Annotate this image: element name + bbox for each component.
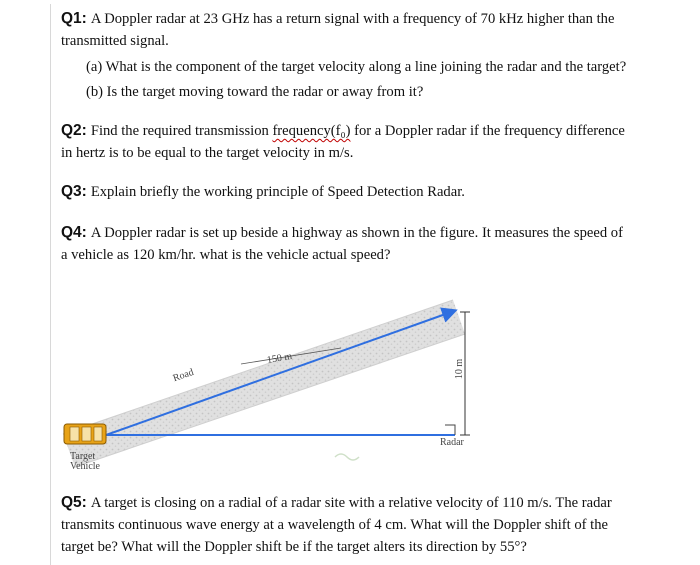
document-page xyxy=(50,4,700,565)
road-surface xyxy=(63,300,465,467)
road-edge-top xyxy=(63,300,453,434)
target-label: Target xyxy=(70,451,96,462)
distance-label: 150 m xyxy=(266,350,293,367)
watermark-mark xyxy=(335,454,359,460)
question-2-number: Q2: xyxy=(61,122,87,139)
question-2-text-line2: in hertz is to be equal to the target velocity in m/s. xyxy=(61,145,354,161)
question-3 xyxy=(61,181,691,203)
question-3-number: Q3: xyxy=(61,183,87,200)
question-1-number: Q1: xyxy=(61,10,87,27)
question-4-text-line2: a vehicle as 120 km/hr. what is the vehicle actual speed? xyxy=(61,247,391,263)
question-2 xyxy=(61,120,691,164)
question-1-part-a: (a) What is the component of the target velocity along a line joining the radar and the target? xyxy=(86,59,627,75)
target-vehicle-icon xyxy=(64,424,106,444)
question-1 xyxy=(61,8,691,52)
road-label: Road xyxy=(171,366,196,385)
question-1-part-b: (b) Is the target moving toward the radar or away from it? xyxy=(86,84,424,100)
question-5-number: Q5: xyxy=(61,494,87,511)
radar-label: Radar xyxy=(440,437,464,448)
question-2-frequency-term: frequency(f₀) xyxy=(272,123,351,139)
question-5-text-line1: A target is closing on a radial of a radar site with a relative velocity of 110 m/s. The radar xyxy=(90,495,612,511)
question-1-text-line2: transmitted signal. xyxy=(61,33,169,49)
line-of-sight-line xyxy=(106,311,454,435)
question-2-text-post: for a Doppler radar if the frequency difference xyxy=(350,123,625,139)
question-2-text-pre: Find the required transmission xyxy=(90,123,273,139)
question-4-text-line1: A Doppler radar is set up beside a highway as shown in the figure. It measures the speed of xyxy=(90,225,623,241)
figure-drawing xyxy=(51,262,700,480)
vehicle-label: Vehicle xyxy=(70,461,100,472)
question-5-text-line2: transmits continuous wave energy at a wavelength of 4 cm. What will the Doppler shift of the xyxy=(61,517,608,533)
question-4-number: Q4: xyxy=(61,224,87,241)
doppler-highway-figure xyxy=(51,262,700,480)
offset-label: 10 m xyxy=(454,358,466,380)
question-5 xyxy=(61,492,691,558)
question-5-text-line3: target be? What will the Doppler shift be if the target alters its direction by 55°? xyxy=(61,539,527,555)
question-3-text: Explain briefly the working principle of Speed Detection Radar. xyxy=(90,184,465,200)
question-1-text-line1: A Doppler radar at 23 GHz has a return signal with a frequency of 70 kHz higher than the xyxy=(90,11,615,27)
right-angle-marker xyxy=(445,425,455,435)
question-4 xyxy=(61,222,691,266)
